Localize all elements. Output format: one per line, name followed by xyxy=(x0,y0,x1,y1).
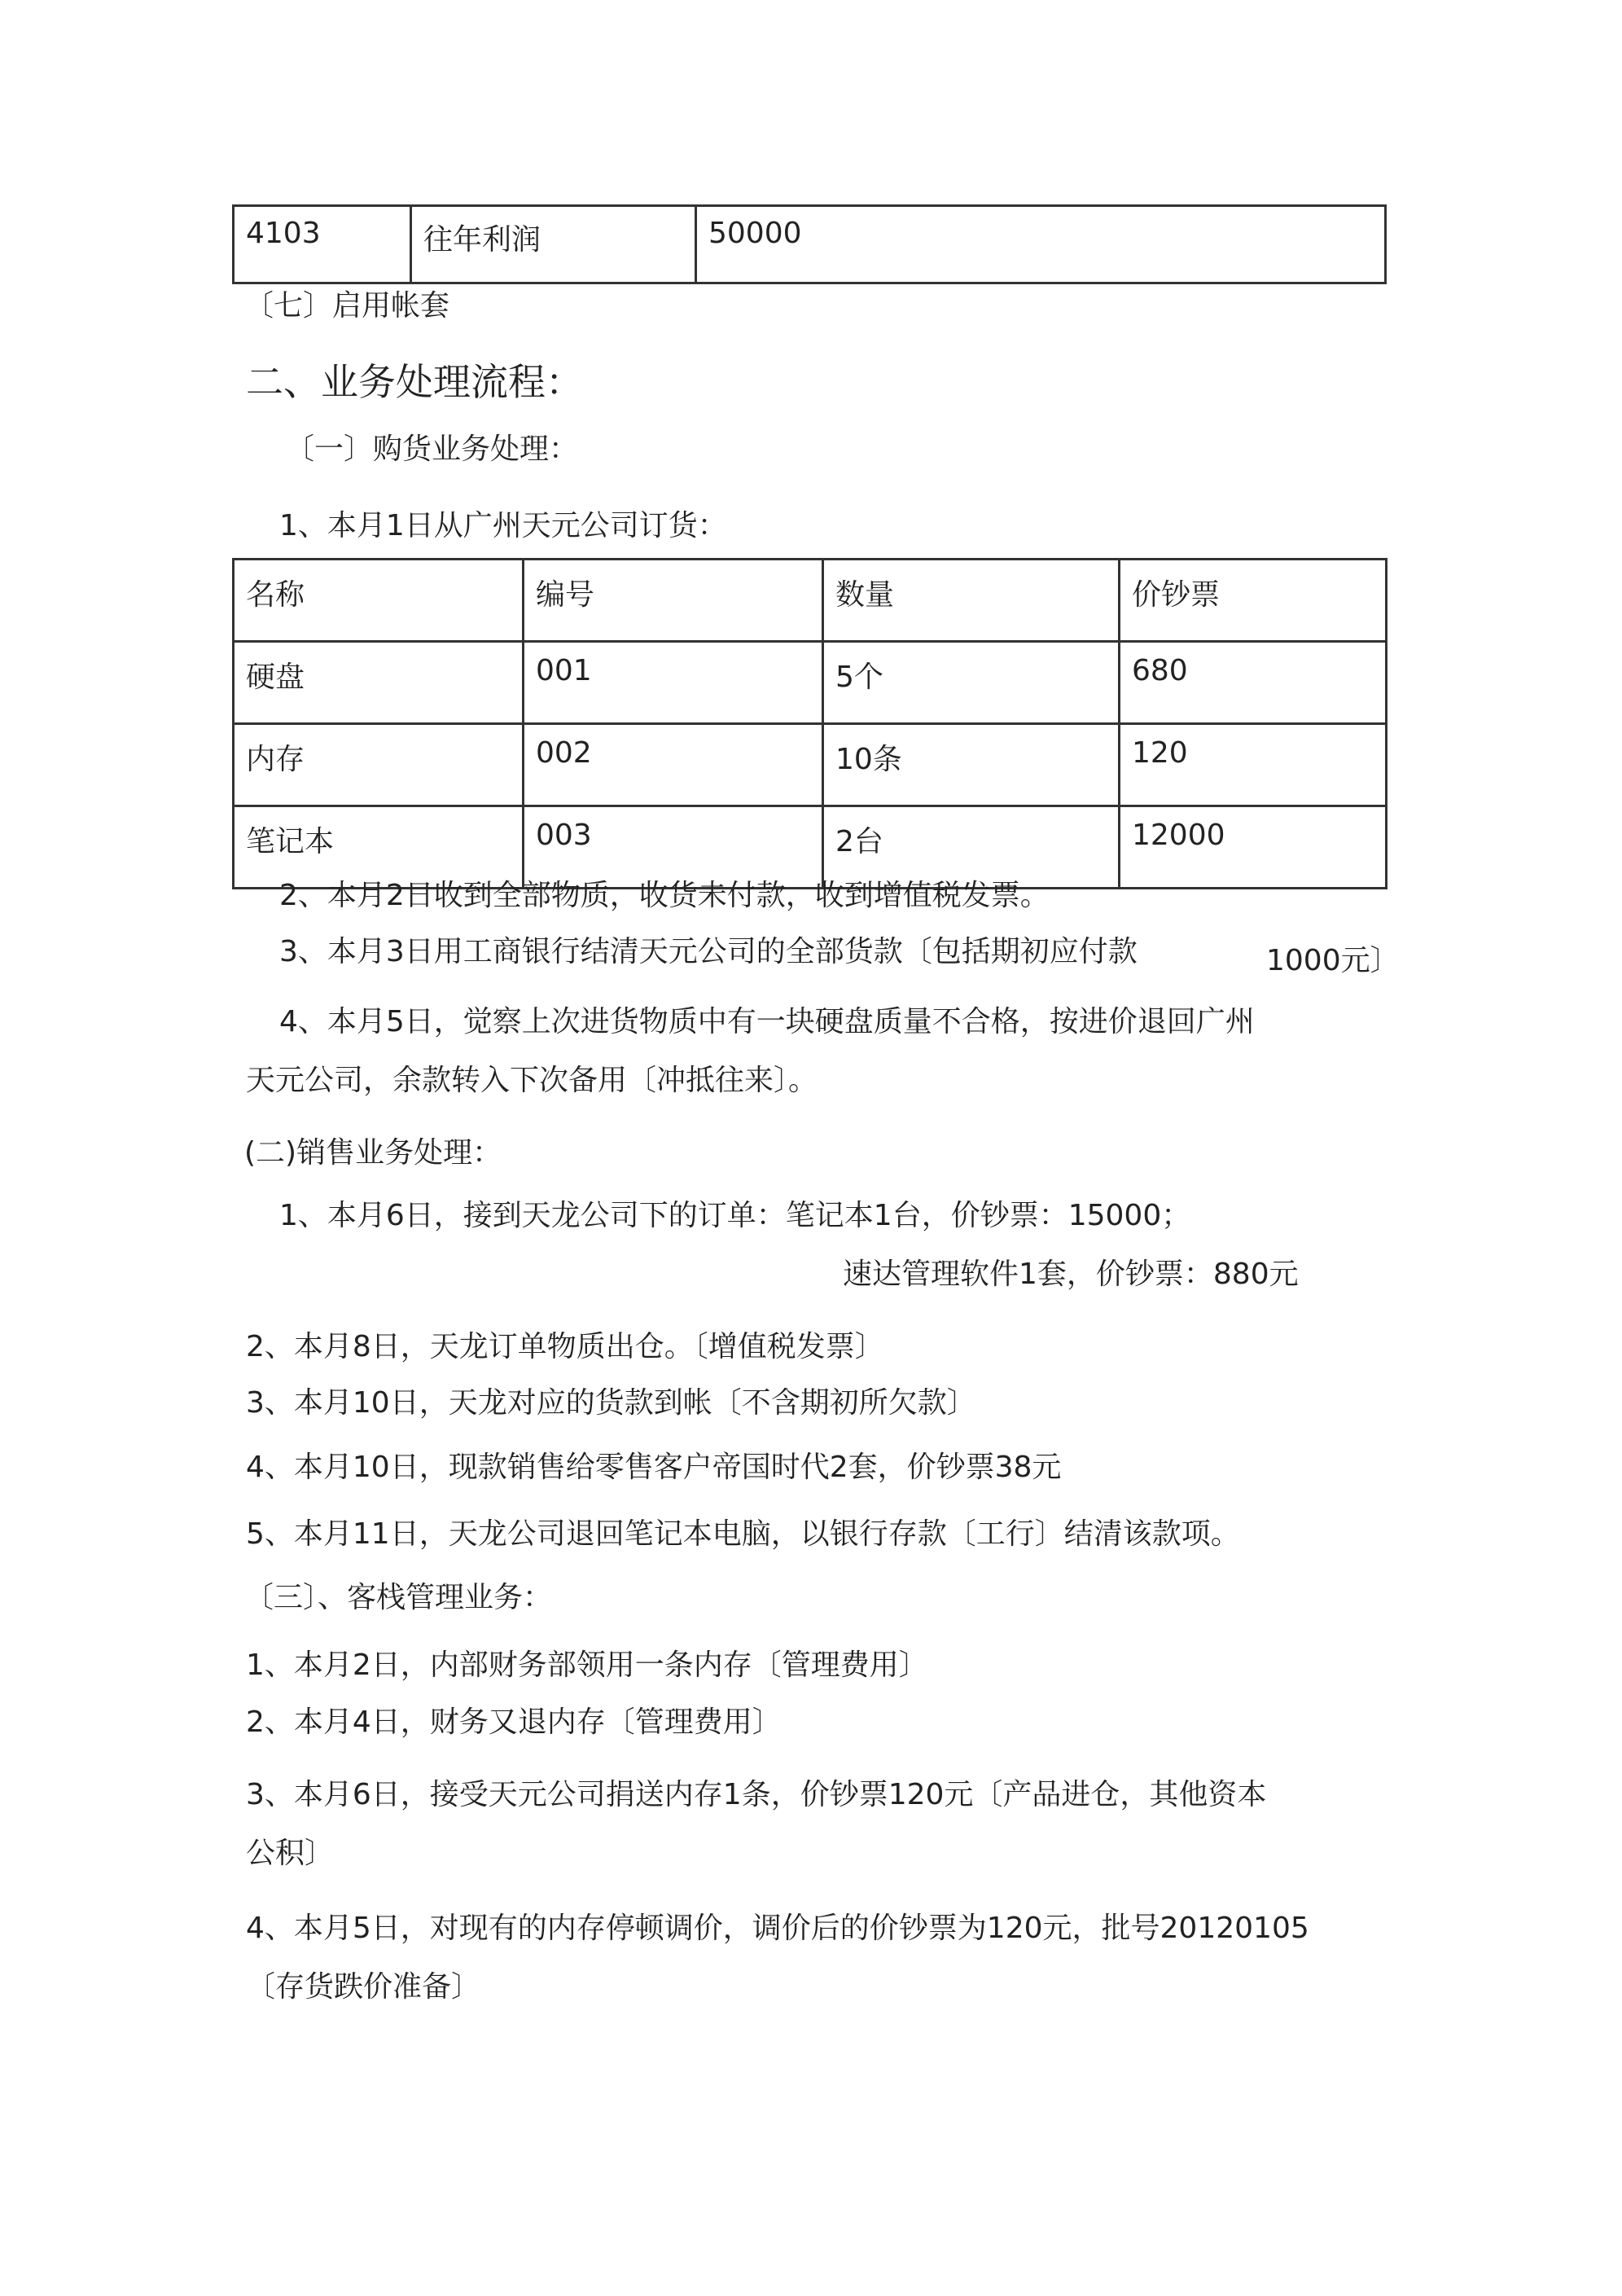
inventory-item-4-cont: 〔存货跌价准备〕 xyxy=(246,1970,481,2004)
sales-item-4: 4、本月10日，现款销售给零售客户帝国时代2套，价钞票38元 xyxy=(246,1451,1062,1484)
table-row xyxy=(234,806,1387,889)
cell-name: 笔记本 xyxy=(234,806,524,889)
cell-name: 硬盘 xyxy=(234,642,524,724)
table-row xyxy=(234,206,1386,283)
inventory-item-3: 3、本月6日，接受天元公司捐送内存1条，价钞票120元〔产品进仓，其他资本 xyxy=(246,1778,1267,1811)
account-code: 4103 xyxy=(234,206,411,283)
sales-item-2: 2、本月8日，天龙订单物质出仓。〔增值税发票〕 xyxy=(246,1330,884,1363)
purchase-item-3-tail: 1000元〕 xyxy=(1266,944,1400,977)
section-title: 二、业务处理流程： xyxy=(246,360,583,404)
purchase-item-1: 1、本月1日从广州天元公司订货： xyxy=(279,509,727,542)
table-row xyxy=(234,642,1387,724)
purchase-item-3: 3、本月3日用工商银行结清天元公司的全部货款〔包括期初应付款 xyxy=(279,935,1138,968)
header-price: 价钞票 xyxy=(1120,560,1387,642)
purchase-item-4: 4、本月5日，觉察上次进货物质中有一块硬盘质量不合格，按进价退回广州 xyxy=(279,1005,1255,1038)
inventory-heading: 〔三〕、客栈管理业务： xyxy=(244,1581,553,1614)
account-amount: 50000 xyxy=(696,206,1386,283)
cell-code: 002 xyxy=(524,724,823,806)
cell-name: 内存 xyxy=(234,724,524,806)
cell-code: 001 xyxy=(524,642,823,724)
purchase-item-2: 2、本月2日收到全部物质，收货未付款，收到增值税发票。 xyxy=(279,879,1050,912)
purchase-heading: 〔一〕购货业务处理： xyxy=(285,432,579,466)
account-table xyxy=(232,204,1387,284)
sales-item-5: 5、本月11日，天龙公司退回笔记本电脑，以银行存款〔工行〕结清该款项。 xyxy=(246,1517,1240,1551)
goods-table xyxy=(232,558,1387,889)
table-row xyxy=(234,724,1387,806)
cell-qty: 10条 xyxy=(823,724,1120,806)
cell-price: 120 xyxy=(1120,724,1387,806)
inventory-item-1: 1、本月2日，内部财务部领用一条内存〔管理费用〕 xyxy=(246,1648,928,1682)
sales-heading: (二)销售业务处理： xyxy=(244,1136,502,1170)
step-enable-account: 〔七〕启用帐套 xyxy=(244,289,450,323)
inventory-item-3-cont: 公积〕 xyxy=(246,1837,335,1870)
cell-price: 680 xyxy=(1120,642,1387,724)
cell-qty: 5个 xyxy=(823,642,1120,724)
cell-price: 12000 xyxy=(1120,806,1387,889)
header-code: 编号 xyxy=(524,560,823,642)
sales-item-1-cont: 速达管理软件1套，价钞票：880元 xyxy=(843,1258,1299,1291)
sales-item-1: 1、本月6日，接到天龙公司下的订单：笔记本1台，价钞票：15000； xyxy=(279,1199,1191,1232)
inventory-item-4: 4、本月5日，对现有的内存停顿调价，调价后的价钞票为120元，批号20120105 xyxy=(246,1912,1309,1945)
inventory-item-2: 2、本月4日，财务又退内存〔管理费用〕 xyxy=(246,1706,782,1739)
header-qty: 数量 xyxy=(823,560,1120,642)
header-name: 名称 xyxy=(234,560,524,642)
table-header-row xyxy=(234,560,1387,642)
account-name: 往年利润 xyxy=(411,206,696,283)
cell-code: 003 xyxy=(524,806,823,889)
purchase-item-4-cont: 天元公司，余款转入下次备用〔冲抵往来〕。 xyxy=(246,1064,818,1097)
sales-item-3: 3、本月10日，天龙对应的货款到帐〔不含期初所欠款〕 xyxy=(246,1386,976,1420)
cell-qty: 2台 xyxy=(823,806,1120,889)
